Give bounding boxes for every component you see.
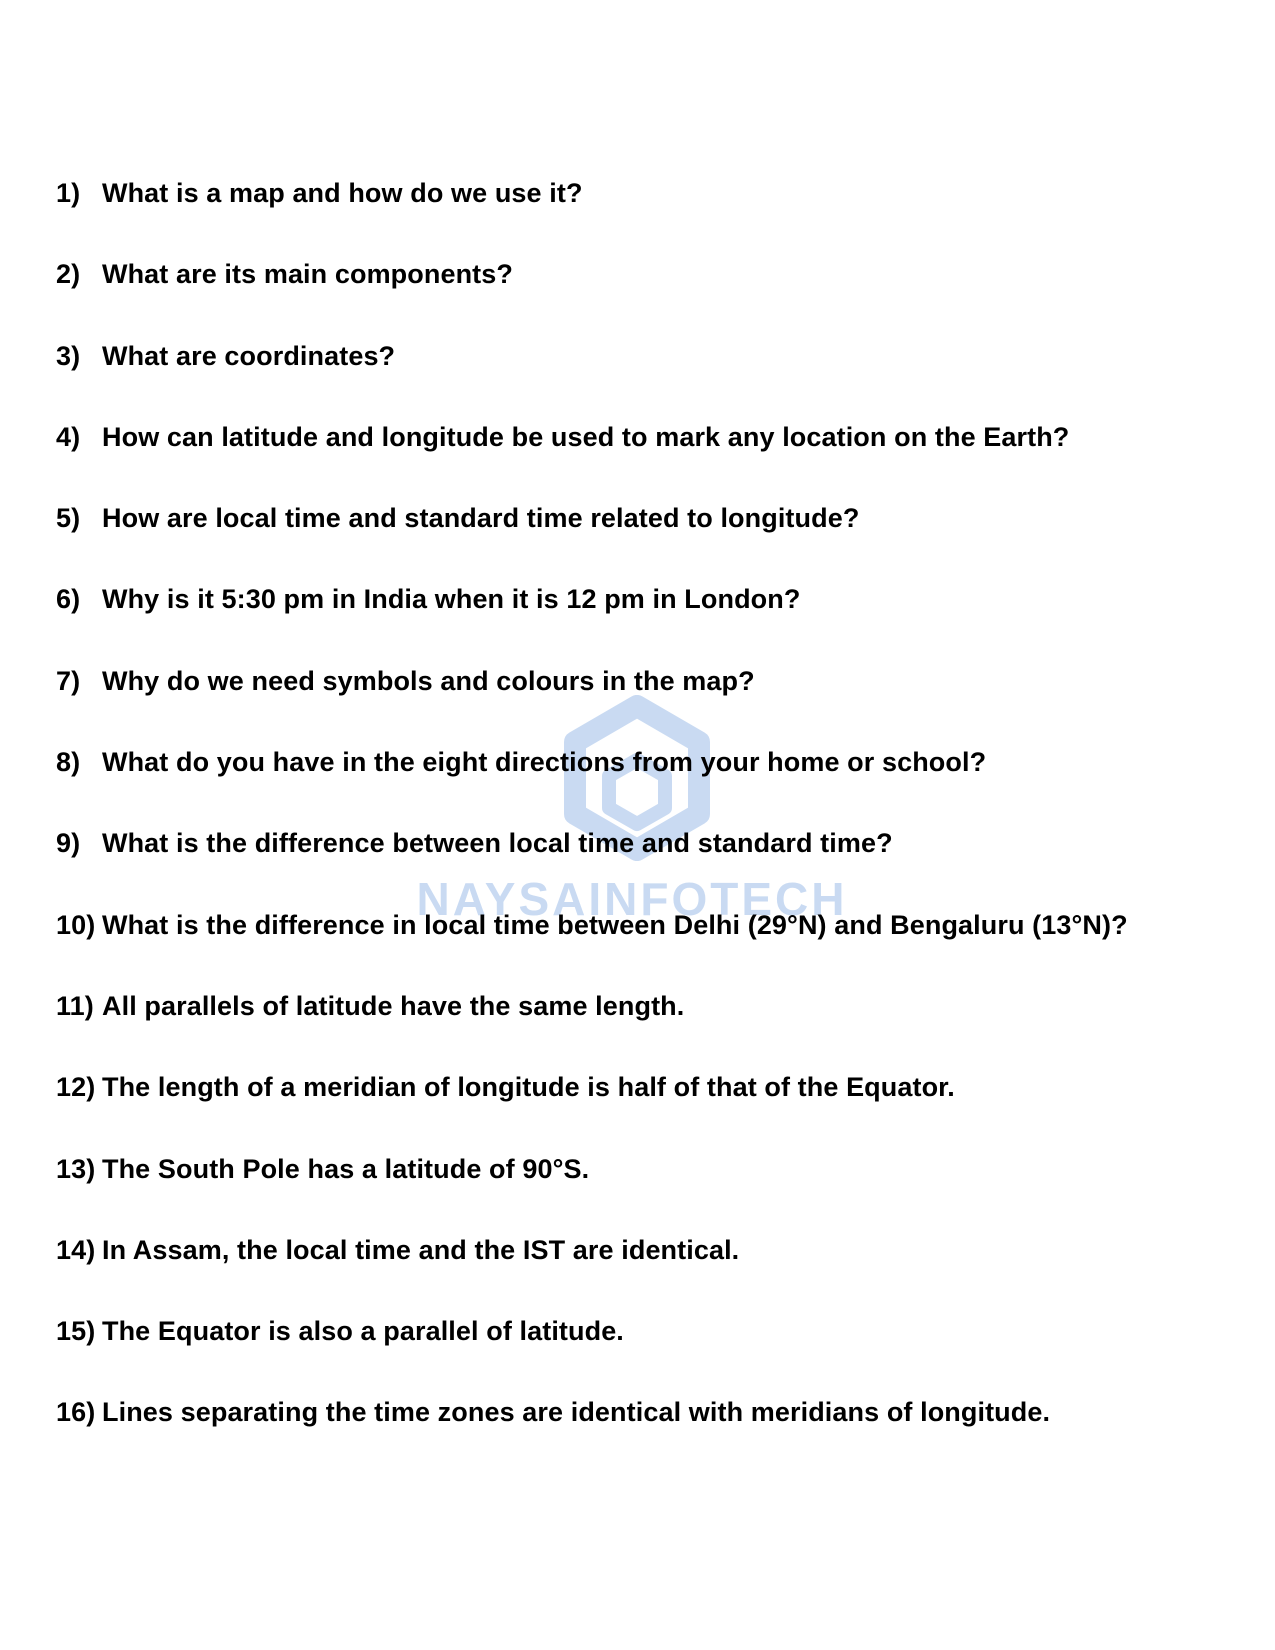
question-number: 15)	[56, 1316, 96, 1347]
question-text: The length of a meridian of longitude is half of that of the Equator.	[102, 1072, 955, 1103]
question-number: 3)	[56, 340, 81, 371]
question-number: 13)	[56, 1153, 96, 1184]
question-number: 14)	[56, 1234, 96, 1265]
question-text: What are coordinates?	[102, 340, 396, 371]
question-text: In Assam, the local time and the IST are identical.	[102, 1234, 740, 1265]
question-text: What are its main components?	[102, 259, 513, 290]
question-text: Lines separating the time zones are identical with meridians of longitude.	[102, 1397, 1051, 1428]
question-text: What is the difference between local time and standard time?	[102, 828, 893, 859]
question-number: 6)	[56, 584, 81, 615]
question-text: Why is it 5:30 pm in India when it is 12 pm in London?	[102, 584, 801, 615]
question-number: 12)	[56, 1072, 96, 1103]
watermark-text: NAYSAINFOTECH	[416, 873, 848, 925]
question-number: 8)	[56, 747, 81, 778]
question-number: 1)	[56, 178, 81, 208]
question-number: 7)	[56, 665, 81, 696]
question-number: 2)	[56, 259, 81, 290]
question-text: What is the difference in local time between Delhi (29°N) and Bengaluru (13°N)?	[102, 909, 1128, 940]
question-text: What is a map and how do we use it?	[102, 178, 583, 208]
question-number: 5)	[56, 503, 81, 534]
question-number: 4)	[56, 421, 81, 452]
question-number: 10)	[56, 909, 96, 940]
question-text: The South Pole has a latitude of 90°S.	[102, 1153, 590, 1184]
question-text: Why do we need symbols and colours in the map?	[102, 665, 755, 696]
question-number: 11)	[56, 990, 94, 1021]
question-number: 16)	[56, 1397, 96, 1428]
question-text: All parallels of latitude have the same length.	[102, 990, 685, 1021]
question-text: How are local time and standard time related to longitude?	[102, 503, 860, 534]
question-text: The Equator is also a parallel of latitude.	[102, 1316, 624, 1347]
question-number: 9)	[56, 828, 81, 859]
question-text: What do you have in the eight directions from your home or school?	[102, 747, 987, 778]
question-text: How can latitude and longitude be used to mark any location on the Earth?	[102, 421, 1070, 452]
